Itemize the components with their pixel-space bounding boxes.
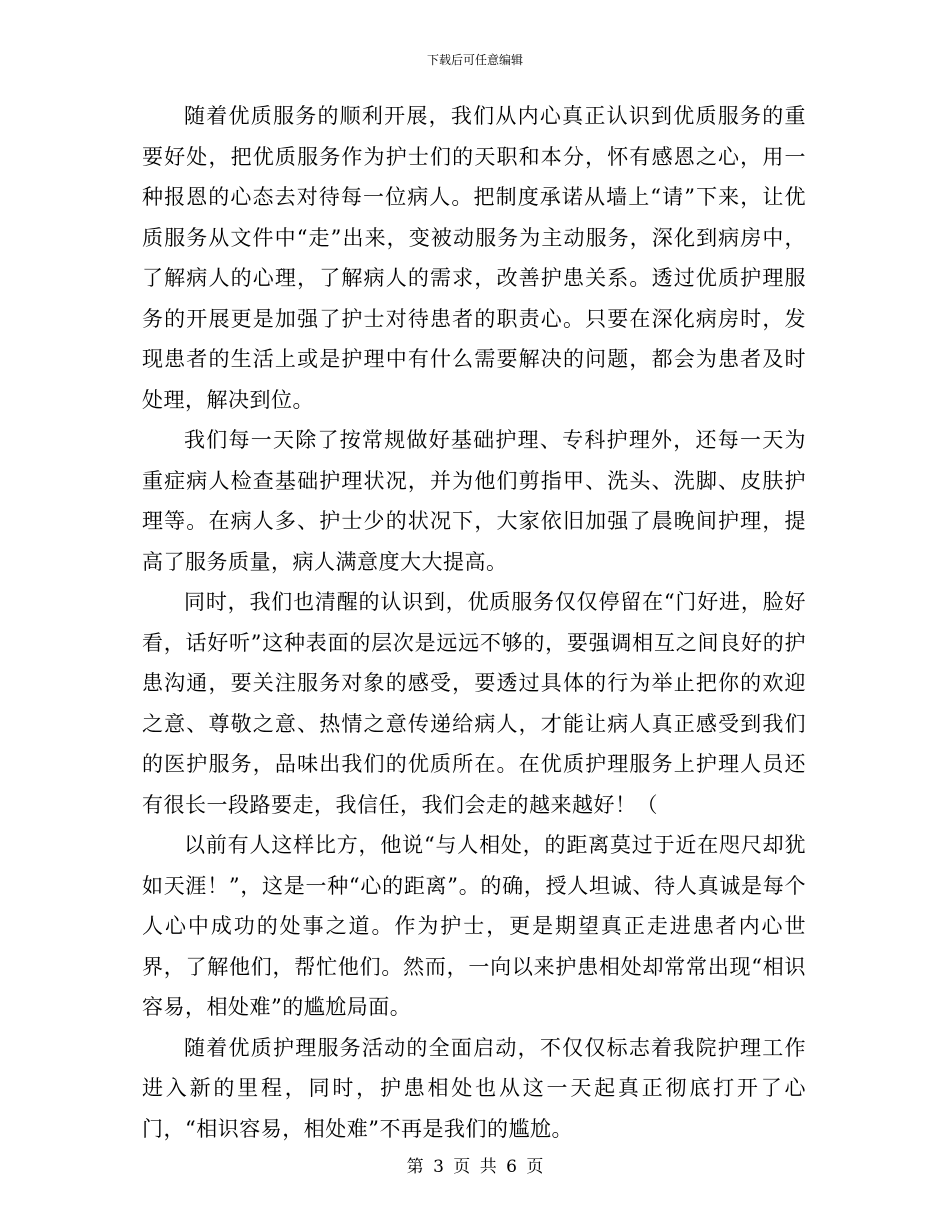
paragraph-3: 同时，我们也清醒的认识到，优质服务仅仅停留在“门好进，脸好看，话好听”这种表面的层次是远远不够的，要强调相互之间良好的护患沟通，要关注服务对象的感受，要透过具体的行为举止把你的欢迎之意、尊敬之意、热情之意传递给病人，才能让病人真正感受到我们的医护服务，品味出我们的优质所在。在优质护理服务上护理人员还有很长一段路要走，我信任，我们会走的越来越好！（ bbox=[142, 590, 806, 817]
paragraph-1: 随着优质服务的顺利开展，我们从内心真正认识到优质服务的重要好处，把优质服务作为护士们的天职和本分，怀有感恩之心，用一种报恩的心态去对待每一位病人。把制度承诺从墙上“请”下来，让优质服务从文件中“走”出来，变被动服务为主动服务，深化到病房中，了解病人的心理，了解病人的需求，改善护患关系。透过优质护理服务的开展更是加强了护士对待患者的职责心。只要在深化病房时，发现患者的生活上或是护理中有什么需要解决的问题，都会为患者及时处理，解决到位。 bbox=[142, 104, 806, 412]
page-number-footer: 第 3 页 共 6 页 bbox=[406, 1157, 544, 1177]
paragraph-2: 我们每一天除了按常规做好基础护理、专科护理外，还每一天为重症病人检查基础护理状况，并为他们剪指甲、洗头、洗脚、皮肤护理等。在病人多、护士少的状况下，大家依旧加强了晨晚间护理，提高了服务质量，病人满意度大大提高。 bbox=[142, 428, 806, 574]
paragraph-4: 以前有人这样比方，他说“与人相处，的距离莫过于近在咫尺却犹如天涯！”，这是一种“心的距离”。的确，授人坦诚、待人真诚是每个人心中成功的处事之道。作为护士，更是期望真正走进患者内心世界，了解他们，帮忙他们。然而，一向以来护患相处却常常出现“相识容易，相处难”的尴尬局面。 bbox=[142, 833, 806, 1019]
document-body bbox=[142, 96, 806, 1149]
paragraph-5: 随着优质护理服务活动的全面启动，不仅仅标志着我院护理工作进入新的里程，同时，护患相处也从这一天起真正彻底打开了心门，“相识容易，相处难”不再是我们的尴尬。 bbox=[142, 1035, 806, 1141]
page-header: 下载后可任意编辑 bbox=[426, 53, 523, 67]
